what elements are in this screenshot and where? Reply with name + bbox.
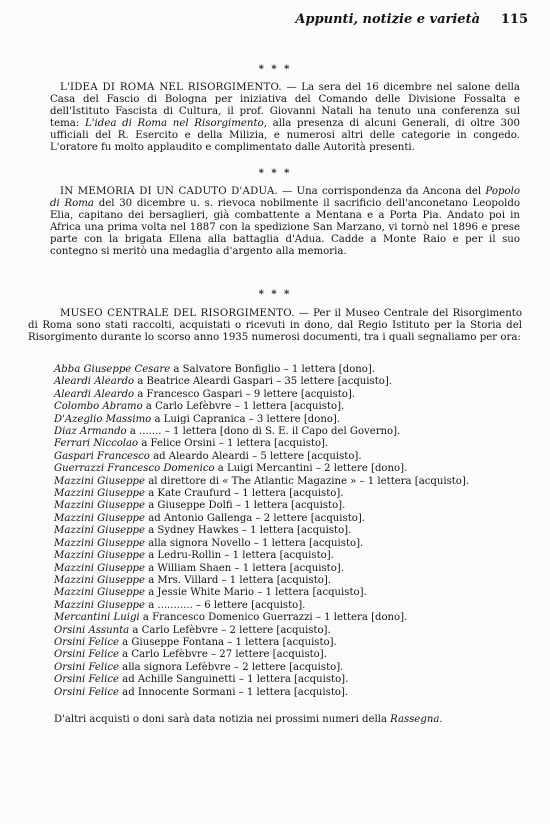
author-name: Mazzini Giuseppe — [54, 475, 145, 487]
article-text: — La sera del 16 dicembre nel salone della Casa del Fascio di Bologna per iniziativa del Comando delle Divisione Fossalta e dell'Istituto Fascista di Cultura, il prof. Giovanni Natali ha tenuto una conferenza sul tema: — [50, 82, 521, 129]
article-text: — Una corrispondenza da Ancona del — [277, 186, 486, 197]
article-heading: L'IDEA DI ROMA NEL RISORGIMENTO. — [60, 82, 282, 93]
author-name: Orsini Assunta — [54, 624, 130, 636]
article-text: del 30 dicembre u. s. rievoca nobilmente il sacrificio dell'anconetano Leopoldo Elia, capitano dei bersaglieri, già combattente a Mentana e a Porta Pia. Andato poi in Africa una prima volta nel 1887 con la spedizione San Marzano, vi tornò nel 1896 e prese parte con la brigata Ellena alla battaglia d'Adua. Cadde a Monte Raio e per il suo contegno si meritò una medaglia d'argento alla memoria. — [50, 198, 520, 257]
closing-text: D'altri acquisti o doni sarà data notizia nei prossimi numeri della — [54, 714, 391, 725]
author-name: Mazzini Giuseppe — [54, 500, 145, 512]
list-item — [54, 401, 524, 413]
author-name: Orsini Felice — [54, 661, 119, 673]
item-detail: a Francesco Gaspari – 9 lettere [acquisto]. — [134, 388, 356, 400]
closing-note — [54, 714, 524, 725]
item-detail: alla signora Lefèbvre – 2 lettere [acquisto]. — [118, 661, 344, 673]
article-italic-title: Popolo di Roma — [50, 186, 520, 209]
author-name: Aleardi Aleardo — [54, 376, 135, 388]
item-detail: ad Innocente Sormani – 1 lettera [acquisto]. — [118, 686, 349, 698]
author-name: Mazzini Giuseppe — [54, 574, 145, 586]
article-text: , alla presenza di alcuni Generali, di oltre 300 ufficiali del R. Esercito e della Milizia, e numerosi altri delle categorie in congedo. L'oratore fu molto applaudito e complimentato dalle Autorità presenti. — [50, 118, 520, 153]
item-detail: a Jessie White Mario – 1 lettera [acquisto]. — [145, 587, 367, 599]
page-number: 115 — [500, 12, 528, 27]
item-detail: a Kate Craufurd – 1 lettera [acquisto]. — [145, 488, 344, 500]
item-detail: a Ledru-Rollin – 1 lettera [acquisto]. — [145, 550, 334, 562]
author-name: Mazzini Giuseppe — [54, 587, 145, 599]
item-detail: ad Antonio Gallenga – 2 lettere [acquisto]. — [145, 512, 365, 524]
item-detail: alla signora Novello – 1 lettera [acquisto]. — [145, 537, 364, 549]
item-detail: a Carlo Lefèbvre – 1 lettera [acquisto]. — [142, 401, 345, 413]
list-item — [54, 426, 524, 438]
author-name: Mercantini Luigi — [54, 612, 140, 624]
list-item — [54, 587, 524, 599]
item-detail: a Giuseppe Fontana – 1 lettera [acquisto]. — [118, 636, 337, 648]
item-detail: a Carlo Lefèbvre – 2 lettere [acquisto]. — [129, 624, 331, 636]
running-header — [24, 12, 528, 30]
item-detail: a ........... – 6 lettere [acquisto]. — [145, 599, 306, 611]
author-name: Mazzini Giuseppe — [54, 537, 145, 549]
list-item — [54, 550, 524, 562]
item-detail: a Mrs. Villard – 1 lettera [acquisto]. — [145, 574, 331, 586]
list-item — [54, 687, 524, 699]
list-item — [54, 649, 524, 661]
item-detail: a Salvatore Bonfiglio – 1 lettera [dono]. — [170, 364, 375, 375]
author-name: Gaspari Francesco — [54, 450, 150, 462]
author-name: Abba Giuseppe Cesare — [54, 364, 171, 375]
item-detail: ad Achille Sanguinetti – 1 lettera [acquisto]. — [118, 674, 349, 686]
list-item — [54, 600, 524, 612]
list-item — [54, 438, 524, 450]
article-heading: IN MEMORIA DI UN CADUTO D'ADUA. — [60, 186, 278, 197]
article-text: — Per il Museo Centrale del Risorgimento di Roma sono stati raccolti, acquistati o ricevuti in dono, dal Regio Istituto per la Storia del Risorgimento durante lo scorso anno 1935 numerosi documenti, tra i quali segnaliamo per ora: — [28, 308, 522, 343]
list-item — [54, 476, 524, 488]
item-detail: a Carlo Lefèbvre – 27 lettere [acquisto]. — [118, 649, 327, 661]
author-name: Mazzini Giuseppe — [54, 562, 145, 574]
author-name: Mazzini Giuseppe — [54, 488, 145, 500]
list-item — [54, 463, 524, 475]
acquisitions-list — [54, 364, 524, 699]
item-detail: a Beatrice Aleardi Gaspari – 35 lettere [acquisto]. — [134, 376, 392, 388]
section-separator: * * * — [258, 168, 292, 179]
list-item — [54, 625, 524, 637]
item-detail: a Luigi Mercantini – 2 lettere [dono]. — [214, 463, 408, 475]
item-detail: a Sydney Hawkes – 1 lettera [acquisto]. — [145, 525, 352, 537]
author-name: Mazzini Giuseppe — [54, 550, 145, 562]
item-detail: a Felice Orsini – 1 lettera [acquisto]. — [138, 438, 329, 450]
list-item — [54, 525, 524, 537]
running-title: Appunti, notizie e varietà — [295, 12, 480, 27]
article-caduto-adua — [50, 186, 520, 258]
list-item — [54, 538, 524, 550]
author-name: D'Azeglio Massimo — [54, 413, 152, 425]
section-separator: * * * — [258, 289, 292, 300]
author-name: Mazzini Giuseppe — [54, 512, 145, 524]
author-name: Orsini Felice — [54, 636, 119, 648]
list-item — [54, 513, 524, 525]
item-detail: ad Aleardo Aleardi – 5 lettere [acquisto]. — [149, 450, 362, 462]
article-italic-title: L'idea di Roma nel Risorgimento — [84, 118, 264, 129]
closing-italic: Rassegna. — [390, 714, 443, 725]
list-item — [54, 364, 524, 376]
author-name: Guerrazzi Francesco Domenico — [54, 463, 215, 475]
list-item — [54, 414, 524, 426]
article-museo-centrale — [28, 308, 522, 344]
author-name: Aleardi Aleardo — [54, 388, 135, 400]
list-item — [54, 389, 524, 401]
item-detail: a Luigi Capranica – 3 lettere [dono]. — [151, 413, 341, 425]
author-name: Orsini Felice — [54, 649, 119, 661]
section-separator: * * * — [258, 64, 292, 75]
author-name: Diaz Armando — [54, 426, 127, 438]
author-name: Colombo Abramo — [54, 401, 143, 413]
item-detail: al direttore di « The Atlantic Magazine » – 1 lettera [acquisto]. — [145, 475, 470, 487]
article-heading: MUSEO CENTRALE DEL RISORGIMENTO. — [60, 308, 295, 319]
author-name: Mazzini Giuseppe — [54, 599, 145, 611]
author-name: Mazzini Giuseppe — [54, 525, 145, 537]
list-item — [54, 612, 524, 624]
list-item — [54, 674, 524, 686]
list-item — [54, 451, 524, 463]
list-item — [54, 376, 524, 388]
list-item — [54, 662, 524, 674]
list-item — [54, 637, 524, 649]
list-item — [54, 563, 524, 575]
list-item — [54, 575, 524, 587]
item-detail: a Francesco Domenico Guerrazzi – 1 lettera [dono]. — [139, 612, 408, 624]
author-name: Orsini Felice — [54, 686, 119, 698]
item-detail: a William Shaen – 1 lettera [acquisto]. — [145, 562, 344, 574]
author-name: Orsini Felice — [54, 674, 119, 686]
item-detail: a ....... – 1 lettera [dono di S. E. il Capo del Governo]. — [126, 426, 401, 438]
author-name: Ferrari Niccolao — [54, 438, 139, 450]
list-item — [54, 500, 524, 512]
list-item — [54, 488, 524, 500]
item-detail: a Giuseppe Dolfi – 1 lettera [acquisto]. — [145, 500, 346, 512]
article-idea-di-roma — [50, 82, 520, 154]
